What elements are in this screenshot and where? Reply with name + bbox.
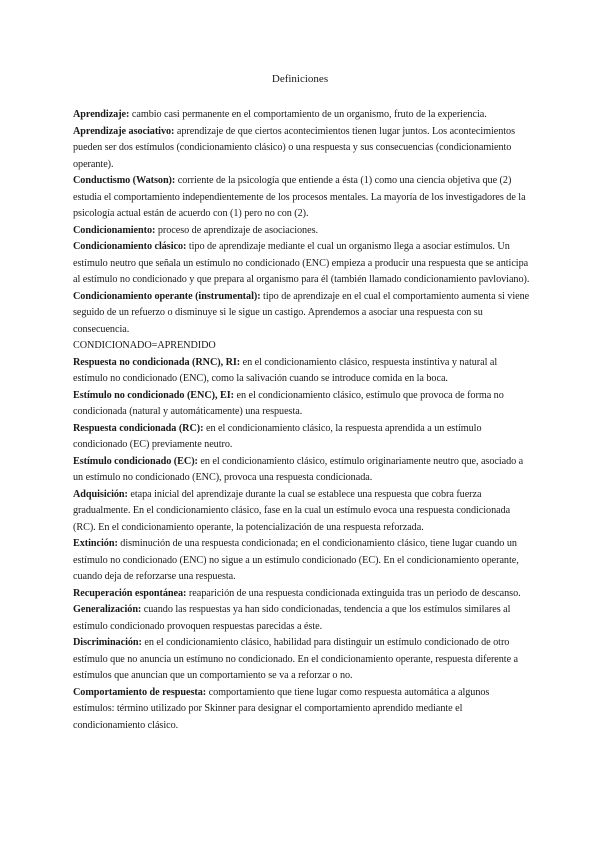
definition-text: tipo de aprendizaje mediante el cual un organismo llega a asociar estímulos. Un estímulo neutro que señala un estímulo no condicionado (ENC) empieza a producir una respuesta que se anticipa al estímulo no condicionado y que prepara al organismo para él (también llamado condicionamiento pavloviano). [73, 241, 530, 285]
definition-term: Aprendizaje asociativo: [73, 125, 175, 137]
definition-term: Estímulo no condicionado (ENC), EI: [73, 389, 234, 401]
definition-entry [73, 586, 531, 603]
definition-term: Discriminación: [73, 637, 142, 648]
definition-entry [73, 355, 531, 388]
definition-entry [73, 685, 531, 735]
definition-entry [73, 173, 531, 223]
definition-text: comportamiento que tiene lugar como respuesta automática a algunos estímulos: término utilizado por Skinner para designar el comportamiento aprendido mediante el condicionamiento clásico. [73, 686, 490, 731]
definition-text: corriente de la psicología que entiende a ésta (1) como una ciencia objetiva que (2) estudia el comportamiento independientemente de los procesos mentales. La mayoría de los investigadores de la psicología actual están de acuerdo con (1) pero no con (2). [73, 175, 526, 219]
definitions-body [73, 107, 531, 734]
definition-term: Respuesta no condicionada (RNC), RI: [73, 356, 241, 368]
definition-term: Conductismo (Watson): [73, 175, 176, 186]
definition-term: Generalización: [73, 604, 142, 615]
definition-term: Comportamiento de respuesta: [73, 686, 207, 698]
definition-term: Recuperación espontánea: [73, 587, 187, 599]
definition-text: en el condicionamiento clásico, la respuesta aprendida a un estímulo condicionado (EC) previamente neutro. [73, 422, 482, 450]
definition-term: Adquisición: [73, 488, 128, 500]
definition-term: Estímulo condicionado (EC): [73, 455, 198, 467]
definition-term: Condicionamiento clásico: [73, 241, 187, 252]
definition-text: en el condicionamiento clásico, estímulo que provoca de forma no condicionada (natural y automáticamente) una respuesta. [73, 389, 504, 417]
equation-line: CONDICIONADO=APRENDIDO [73, 340, 216, 351]
definition-term: Condicionamiento operante (instrumental): [73, 290, 261, 302]
definition-entry [73, 223, 531, 240]
definition-entry [73, 124, 531, 174]
definition-entry [73, 454, 531, 487]
definition-text: disminución de una respuesta condicionada; en el condicionamiento clásico, tiene lugar cuando un estímulo no condicionado (ENC) no sigue a un estímulo condicionado (EC). En el condicionamiento operante, cuando deja de reforzarse una respuesta. [73, 538, 519, 582]
definition-text: etapa inicial del aprendizaje durante la cual se establece una respuesta que cobra fuerza gradualmente. En el condicionamiento clásico, fase en la cual un estímulo evoca una respuesta condicionada (RC). En el condicionamiento operante, la potencialización de una respuesta reforzada. [73, 488, 511, 533]
definition-entry [73, 289, 531, 339]
definition-entry [73, 602, 531, 635]
definition-text: reaparición de una respuesta condicionada extinguida tras un periodo de descanso. [186, 587, 521, 599]
definition-term: Condicionamiento: [73, 224, 156, 236]
definition-term: Respuesta condicionada (RC): [73, 422, 204, 434]
definition-entry [73, 487, 531, 537]
definition-term: Extinción: [73, 538, 118, 549]
definition-text: tipo de aprendizaje en el cual el comportamiento aumenta si viene seguido de un refuerzo o disminuye si le sigue un castigo. Aprendemos a asociar una respuesta con su consecuencia. [73, 290, 530, 335]
definition-text: proceso de aprendizaje de asociaciones. [155, 224, 318, 236]
definition-text: en el condicionamiento clásico, estímulo originariamente neutro que, asociado a un estímulo no condicionado (ENC), provoca una respuesta condicionada. [73, 455, 524, 483]
definition-text: aprendizaje de que ciertos acontecimientos tienen lugar juntos. Los acontecimientos pueden ser dos estímulos (condicionamiento clásico) o una respuesta y sus consecuencias (condicionamiento operante). [73, 125, 516, 170]
definition-entry [73, 239, 531, 289]
definition-entry [73, 536, 531, 586]
definition-entry [73, 107, 531, 124]
definition-text: en el condicionamiento clásico, respuesta instintiva y natural al estímulo no condicionado (ENC), como la salivación cuando se introduce comida en la boca. [73, 356, 498, 384]
definition-entry [73, 388, 531, 421]
definition-entry [73, 421, 531, 454]
definition-text: en el condicionamiento clásico, habilidad para distinguir un estímulo condicionado de otro estímulo que no anuncia un estímuno no condicionado. En el condicionamiento operante, respuesta diferente a estímulos que anuncian que un comportamiento se va a reforzar o no. [73, 637, 519, 681]
document-title: Definiciones [271, 73, 329, 85]
definition-term: Aprendizaje: [73, 109, 130, 120]
definition-entry [73, 635, 531, 685]
definition-text: cuando las respuestas ya han sido condicionadas, tendencia a que los estímulos similares al estímulo condicionado provoquen respuestas parecidas a éste. [73, 604, 511, 632]
definition-text: cambio casi permanente en el comportamiento de un organismo, fruto de la experiencia. [129, 109, 487, 120]
